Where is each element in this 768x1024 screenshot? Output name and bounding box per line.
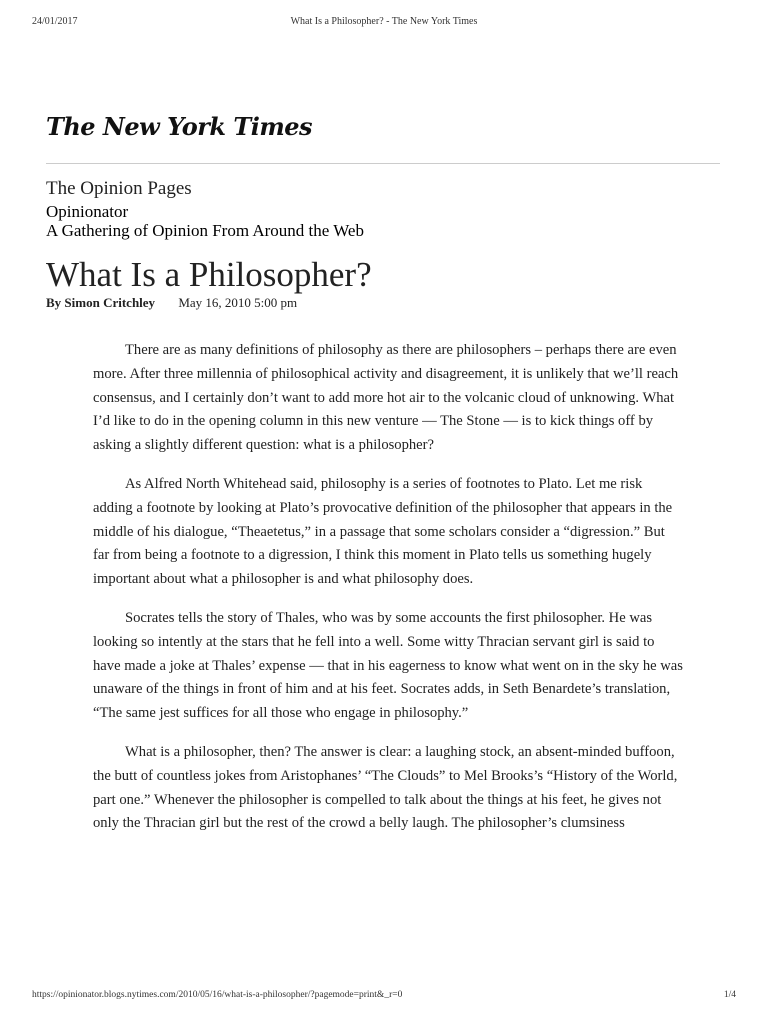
article-paragraph: There are as many definitions of philosophy as there are philosophers – perhaps there are even more. After three millennia of philosophical activity and disagreement, it is unlikely that we’ll reach consensus, and I certainly don’t want to add more hot air to the volcanic cloud of unknowing. What I’d like to do in the opening column in this new venture — The Stone — is to kick things off by asking a slightly different question: what is a philosopher? bbox=[93, 342, 679, 454]
nyt-logo[interactable]: The New York Times bbox=[46, 112, 312, 141]
publish-date: May 16, 2010 5:00 pm bbox=[178, 295, 298, 310]
article-paragraph: What is a philosopher, then? The answer is clear: a laughing stock, an absent-minded buffoon, the butt of countless jokes from Aristophanes’ “The Clouds” to Mel Brooks’s “History of the World, part one.” Whenever the philosopher is compelled to talk about the things at his feet, he gives not only the Thracian girl but the rest of the crowd a belly laugh. The philosopher’s clumsiness bbox=[93, 743, 678, 832]
byline-prefix: By bbox=[46, 295, 62, 310]
author-link[interactable]: Simon Critchley bbox=[64, 295, 156, 310]
article-paragraph: Socrates tells the story of Thales, who was by some accounts the first philosopher. He was looking so intently at the stars that he fell into a well. Some witty Thracian servant girl is said to have made a joke at Thales’ expense — that in his eagerness to know what went on in the sky he was unaware of the things in front of him and at his feet. Socrates adds, in Seth Benardete’s translation, “The same jest suffices for all those who engage in philosophy.” bbox=[93, 609, 683, 722]
byline bbox=[46, 295, 297, 311]
blog-tagline: A Gathering of Opinion From Around the Web bbox=[46, 221, 364, 240]
print-header bbox=[32, 16, 736, 30]
print-page-title: What Is a Philosopher? - The New York Times bbox=[290, 16, 478, 27]
masthead-divider bbox=[46, 163, 720, 164]
article-body bbox=[93, 339, 683, 851]
section-label[interactable]: The Opinion Pages bbox=[46, 178, 192, 199]
print-footer bbox=[32, 990, 736, 1004]
blog-name[interactable]: Opinionator bbox=[46, 202, 129, 221]
article-paragraph: As Alfred North Whitehead said, philosophy is a series of footnotes to Plato. Let me risk adding a footnote by looking at Plato’s provocative definition of the philosopher that appears in the middle of his dialogue, “Theaetetus,” in a passage that some scholars consider a “digression.” But far from being a footnote to a digression, I think this moment in Plato tells us something hugely important about what a philosopher is and what philosophy does. bbox=[93, 475, 673, 588]
print-url: https://opinionator.blogs.nytimes.com/2010/05/16/what-is-a-philosopher/?pagemode=print&_r=0 bbox=[32, 990, 403, 1000]
page-number: 1/4 bbox=[723, 990, 736, 1000]
print-date: 24/01/2017 bbox=[32, 16, 78, 27]
article-headline: What Is a Philosopher? bbox=[46, 255, 372, 294]
